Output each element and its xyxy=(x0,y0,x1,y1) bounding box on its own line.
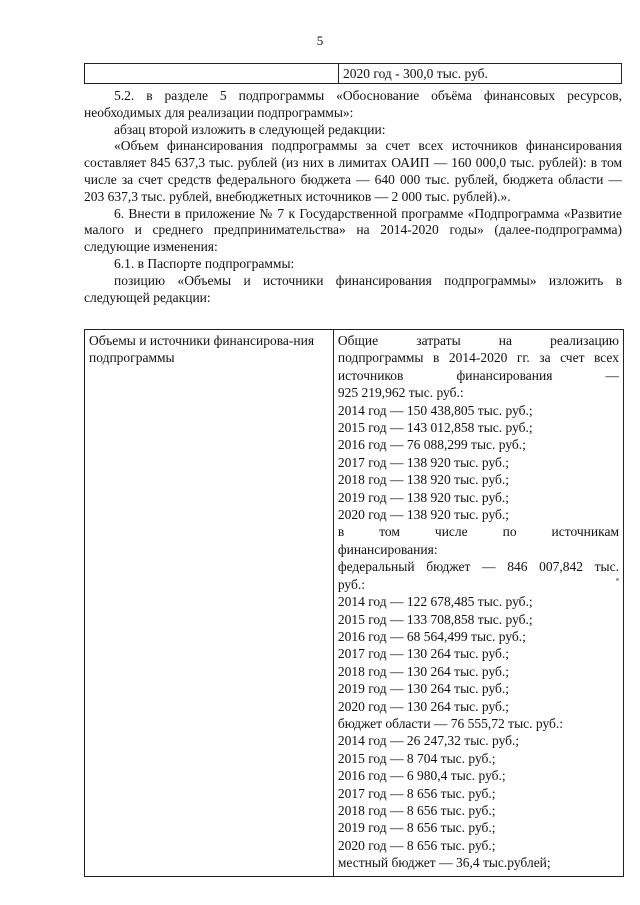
funding-line: 2020 год — 138 920 тыс. руб.; xyxy=(337,507,510,523)
funding-lines xyxy=(338,332,619,872)
funding-line: 2017 год — 8 656 тыс. руб.; xyxy=(337,785,496,801)
funding-line: 2019 год — 8 656 тыс. руб.; xyxy=(337,820,496,836)
funding-line: 2018 год — 8 656 тыс. руб.; xyxy=(337,802,496,818)
funding-line: Общие затраты на реализацию xyxy=(337,333,619,348)
funding-line: федеральный бюджет — 846 007,842 тыс. xyxy=(337,559,619,575)
scan-speck xyxy=(616,578,619,581)
continuation-table xyxy=(84,63,622,84)
funding-line: 2014 год — 26 247,32 тыс. руб.; xyxy=(337,733,520,749)
funding-line: 2019 год — 138 920 тыс. руб.; xyxy=(337,489,510,505)
continuation-left-cell xyxy=(85,64,339,84)
paragraph-funding-quote: «Объем финансирования подпрограммы за счет всех источников финансирования составляет 845 637,3 тыс. рублей (из них в лимитах ОАИП — 160 000,0 тыс. рублей): в том числе за счет средств федерального бюджета — 640 000 тыс. рублей, бюджета области — 203 637,3 тыс. рублей, внебюджетных источников — 2 000 тыс. рублей).». xyxy=(84,138,622,204)
paragraph-position: позицию «Объемы и источники финансирования подпрограммы» изложить в следующей редакции: xyxy=(84,272,622,305)
funding-line: финансирования: xyxy=(337,541,438,557)
funding-line: руб.: xyxy=(337,576,365,592)
funding-line: 2016 год — 68 564,499 тыс. руб.; xyxy=(337,628,526,644)
funding-line: 2016 год — 76 088,299 тыс. руб.; xyxy=(337,437,526,453)
funding-line: 2016 год — 6 980,4 тыс. руб.; xyxy=(337,768,506,784)
table-value-cell xyxy=(333,330,623,877)
funding-line: бюджет области — 76 555,72 тыс. руб.: xyxy=(337,715,564,731)
funding-line: 2018 год — 138 920 тыс. руб.; xyxy=(337,472,510,488)
funding-line: источников финансирования — xyxy=(337,367,619,383)
funding-line: 2015 год — 143 012,858 тыс. руб.; xyxy=(337,420,533,436)
funding-line: 2014 год — 122 678,485 тыс. руб.; xyxy=(337,594,533,610)
document-body xyxy=(84,88,622,306)
funding-line: 2019 год — 130 264 тыс. руб.; xyxy=(337,681,510,697)
funding-line: подпрограммы в 2014-2020 гг. за счет всех xyxy=(337,350,619,366)
continuation-right-cell: 2020 год - 300,0 тыс. руб. xyxy=(339,64,622,84)
funding-line: 2017 год — 130 264 тыс. руб.; xyxy=(337,646,510,662)
funding-line: 2017 год — 138 920 тыс. руб.; xyxy=(337,454,510,470)
funding-line: 925 219,962 тыс. руб.: xyxy=(337,385,464,401)
page-number: 5 xyxy=(316,33,324,48)
funding-line: 2020 год — 8 656 тыс. руб.; xyxy=(337,837,496,853)
funding-line: 2014 год — 150 438,805 тыс. руб.; xyxy=(337,402,533,418)
paragraph-item-6: 6. Внести в приложение № 7 к Государственной программе «Подпрограмма «Развитие малого и среднего предпринимательства» на 2014-2020 годы» (далее-подпрограмма) следующие изменения: xyxy=(84,205,622,255)
paragraph-section-5-2: 5.2. в разделе 5 подпрограммы «Обоснование объёма финансовых ресурсов, необходимых для реализации подпрограммы»: xyxy=(84,88,622,120)
paragraph-abzac: абзац второй изложить в следующей редакции: xyxy=(114,121,386,137)
funding-line: 2020 год — 130 264 тыс. руб.; xyxy=(337,698,510,714)
funding-line: 2015 год — 133 708,858 тыс. руб.; xyxy=(337,611,533,627)
table-label-cell: Объемы и источники финансирова-ния подпрограммы xyxy=(85,330,334,877)
paragraph-item-6-1: 6.1. в Паспорте подпрограммы: xyxy=(114,255,295,271)
funding-line: местный бюджет — 36,4 тыс.рублей; xyxy=(337,855,551,871)
funding-line: 2018 год — 130 264 тыс. руб.; xyxy=(337,663,510,679)
passport-table xyxy=(84,329,624,877)
funding-line: 2015 год — 8 704 тыс. руб.; xyxy=(337,750,496,766)
funding-line: в том числе по источникам xyxy=(337,524,619,540)
